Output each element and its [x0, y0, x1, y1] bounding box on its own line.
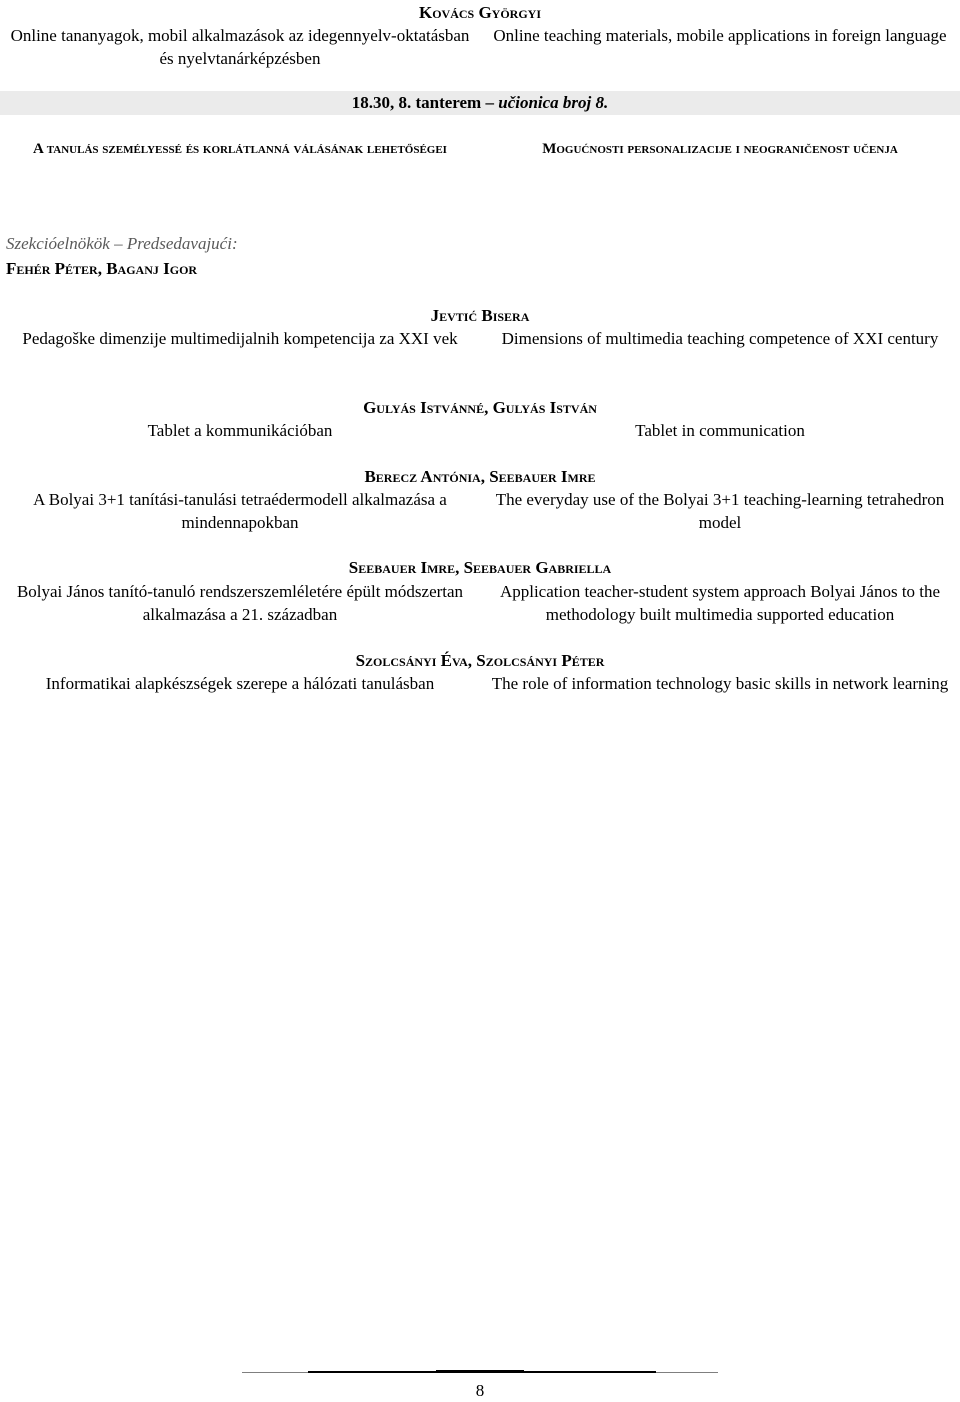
talk-author: Seebauer Imre, Seebauer Gabriella	[348, 558, 612, 577]
talk-title-left: Informatikai alapkészségek szerepe a hálózati tanulásban	[45, 674, 435, 693]
talk-title-left: A Bolyai 3+1 tanítási-tanulási tetraédermodell alkalmazása a mindennapokban	[33, 490, 447, 532]
footer-rule-thick	[436, 1370, 524, 1373]
talk-title-left: Bolyai János tanító-tanuló rendszerszemléletére épült módszertan alkalmazása a 21. században	[16, 582, 464, 624]
talk-title-right: The everyday use of the Bolyai 3+1 teaching-learning tetrahedron model	[495, 490, 945, 532]
talk-author: Szolcsányi Éva, Szolcsányi Péter	[355, 651, 605, 670]
session-room-local: učionica broj 8.	[498, 93, 609, 112]
talk-title-right: Dimensions of multimedia teaching competence of XXI century	[501, 329, 939, 348]
top-item-title-en: Online teaching materials, mobile applications in foreign language	[493, 26, 947, 45]
chairs-names: Fehér Péter, Baganj Igor	[6, 259, 198, 278]
talk-title-left: Tablet a kommunikációban	[147, 421, 333, 440]
chairs-label: Szekcióelnökök – Predsedavajući:	[6, 234, 238, 253]
talk-title-left: Pedagoške dimenzije multimedijalnih kompetencija za XXI vek	[22, 329, 458, 348]
talk-author: Jevtić Bisera	[430, 306, 530, 325]
talk-title-right: The role of information technology basic skills in network learning	[491, 674, 949, 693]
session-time-room	[0, 91, 960, 115]
talk-author: Berecz Antónia, Seebauer Imre	[364, 467, 596, 486]
talk-title-right: Application teacher-student system approach Bolyai János to the methodology built multimedia supported education	[499, 582, 941, 624]
talk-title-right: Tablet in communication	[635, 421, 805, 440]
page-number: 8	[475, 1381, 485, 1400]
session-dash: –	[485, 93, 494, 112]
talk-author: Gulyás Istvánné, Gulyás István	[363, 398, 597, 417]
session-time: 18.30, 8. tanterem	[351, 93, 482, 112]
top-item-title-hu: Online tananyagok, mobil alkalmazások az idegennyelv-oktatásban és nyelvtanárképzésben	[10, 26, 470, 68]
section-title-hu: A tanulás személyessé és korlátlanná válásának lehetőségei	[33, 141, 447, 157]
top-item-author: Kovács Györgyi	[418, 3, 542, 22]
section-title-sr: Mogućnosti personalizacije i neograničenost učenja	[542, 141, 898, 157]
